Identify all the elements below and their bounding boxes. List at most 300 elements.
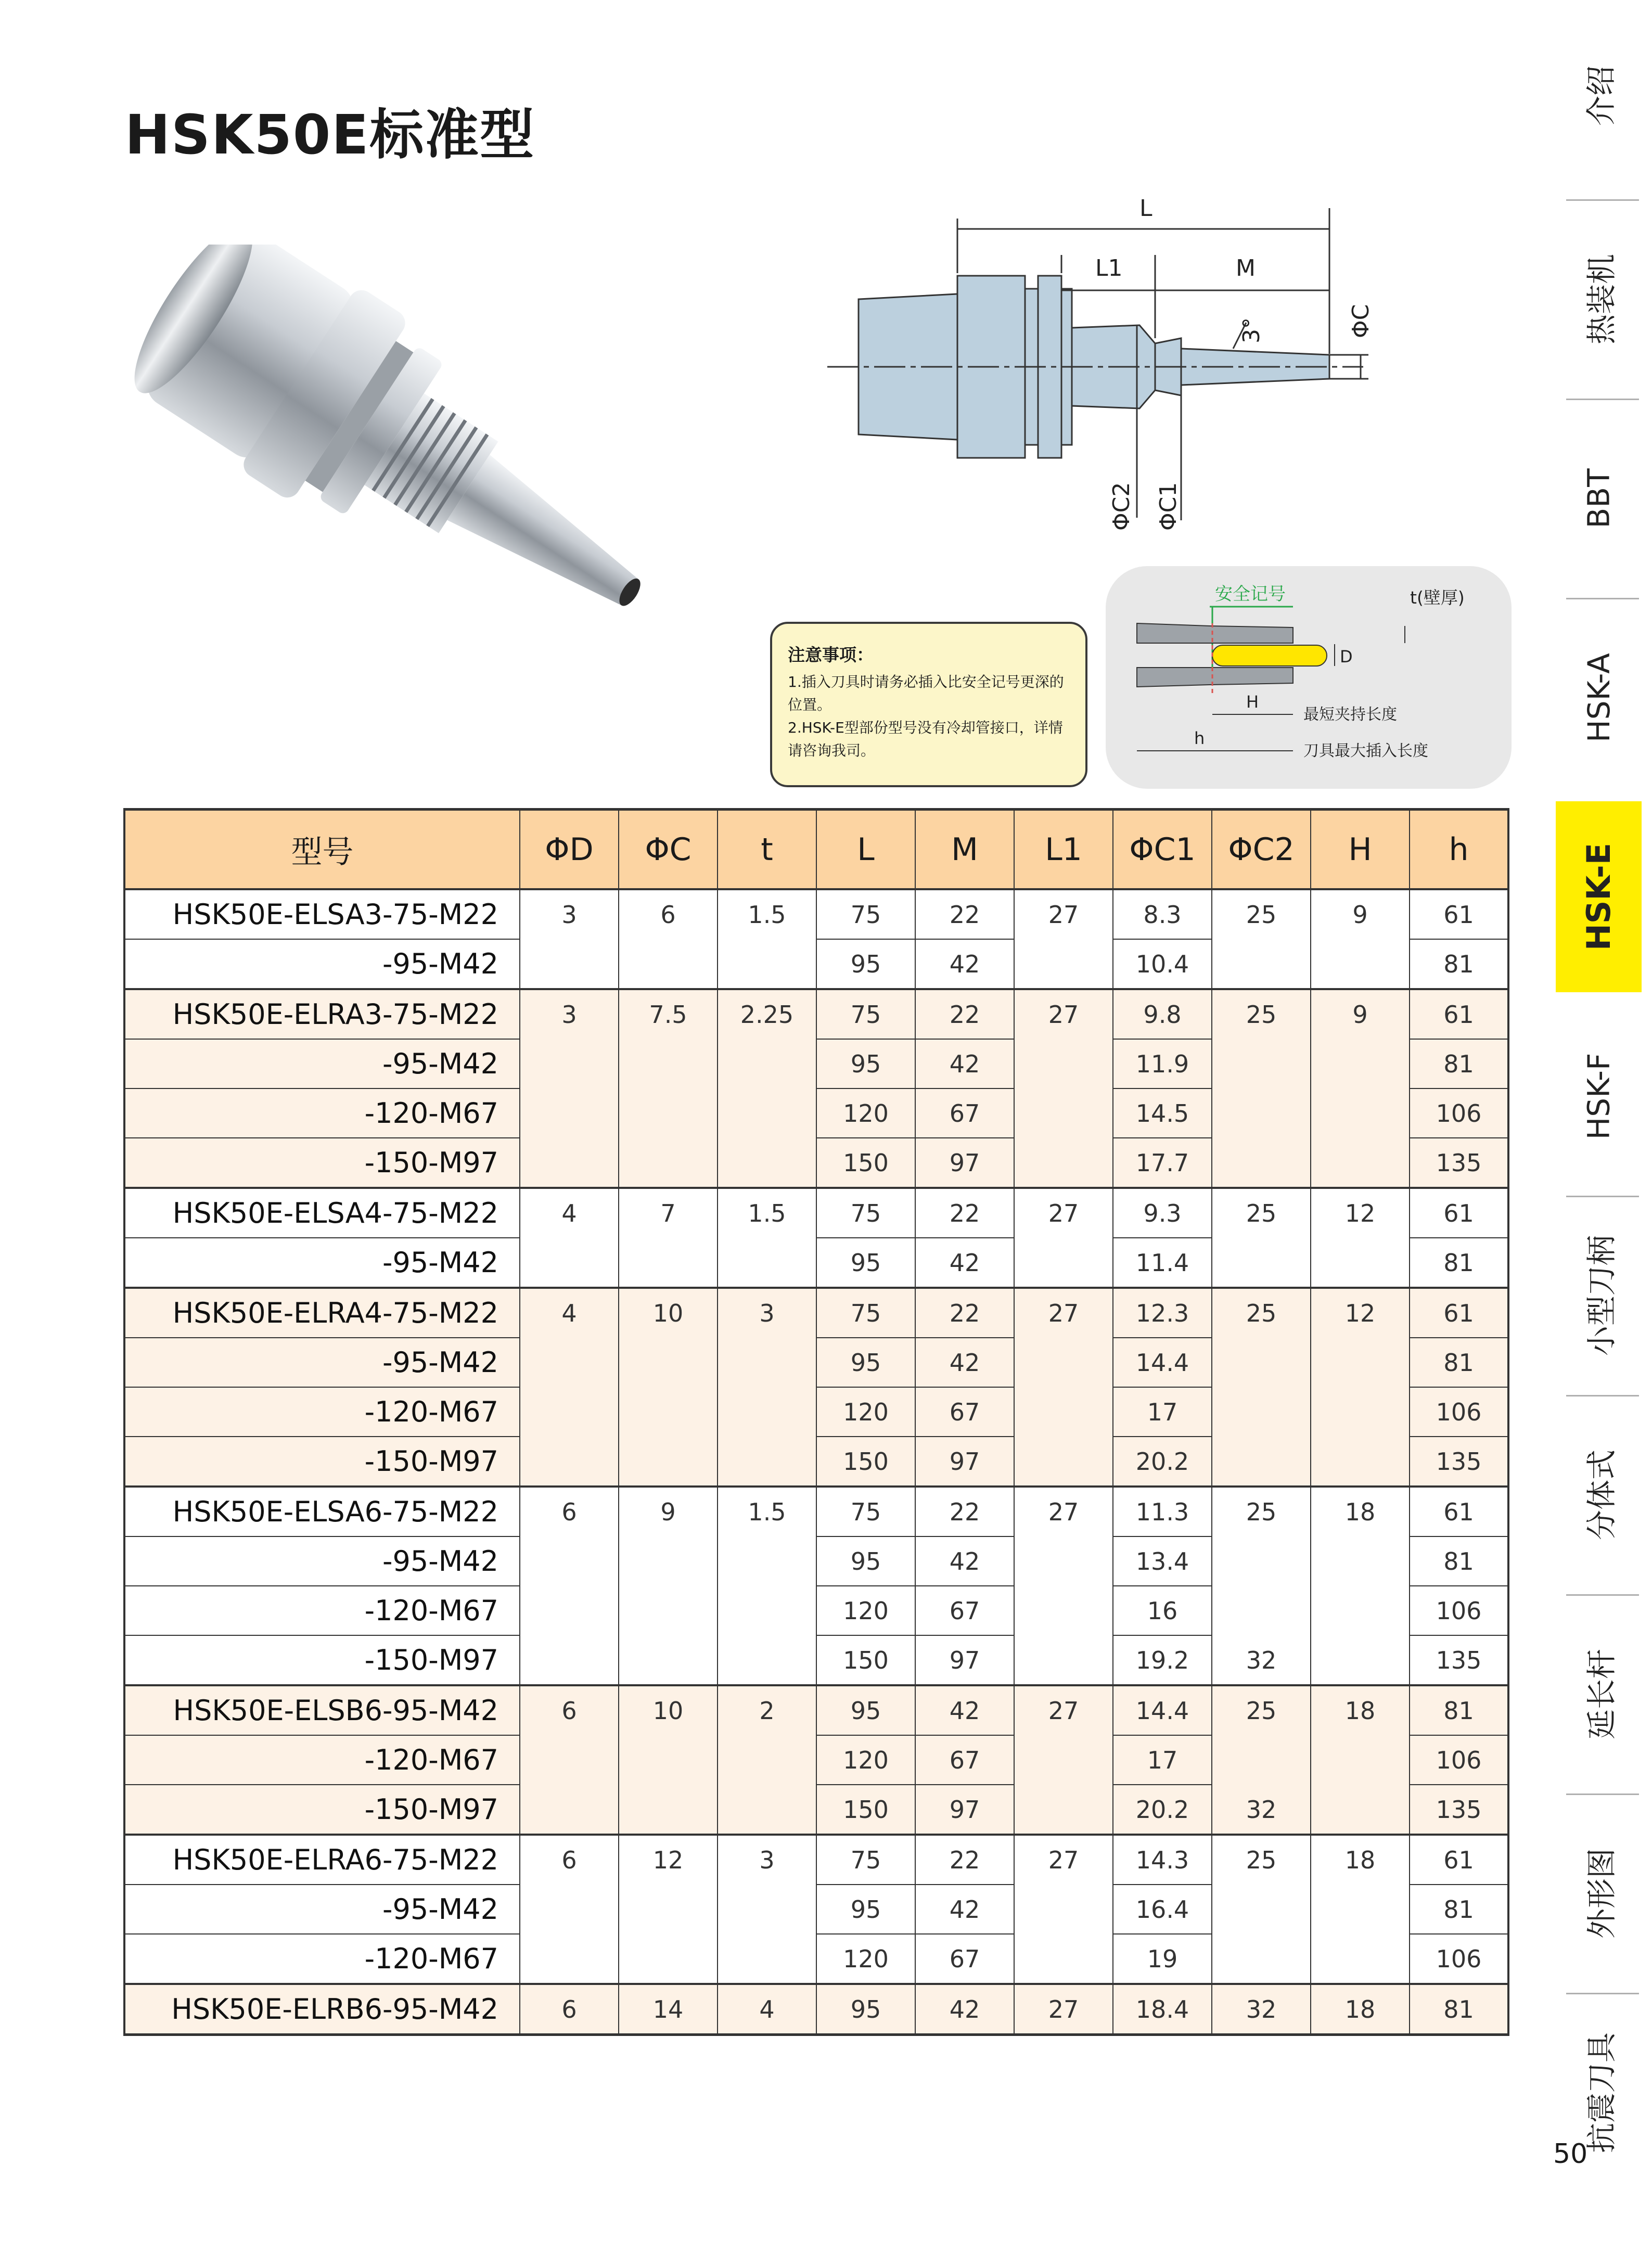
value-cell xyxy=(1014,1437,1113,1487)
value-cell: 67 xyxy=(915,1934,1014,1984)
value-cell xyxy=(718,1138,816,1188)
value-cell xyxy=(520,1635,619,1685)
value-cell: 42 xyxy=(915,1685,1014,1735)
spec-table xyxy=(123,808,1509,2036)
value-cell xyxy=(619,1387,718,1437)
value-cell: 6 xyxy=(619,889,718,939)
value-cell xyxy=(718,1387,816,1437)
model-cell: -120-M67 xyxy=(124,1735,520,1785)
product-photo xyxy=(120,245,765,702)
column-header: M xyxy=(915,810,1014,890)
value-cell xyxy=(1014,1785,1113,1835)
column-header: L xyxy=(816,810,915,890)
table-row xyxy=(124,1039,1508,1088)
model-cell: -95-M42 xyxy=(124,1338,520,1387)
nav-item-5[interactable] xyxy=(1556,1001,1642,1192)
value-cell xyxy=(1311,939,1410,989)
value-cell xyxy=(1311,1586,1410,1635)
value-cell xyxy=(1014,1536,1113,1586)
model-cell: -95-M42 xyxy=(124,1885,520,1934)
nav-item-label: 介绍 xyxy=(1583,65,1619,126)
value-cell: 22 xyxy=(915,889,1014,939)
value-cell: 61 xyxy=(1410,1835,1508,1885)
min-clamp-label: 最短夹持长度 xyxy=(1303,706,1397,724)
value-cell xyxy=(1311,1885,1410,1934)
value-cell xyxy=(718,1586,816,1635)
label-L: L xyxy=(1139,195,1152,222)
value-cell xyxy=(1014,1885,1113,1934)
value-cell: 81 xyxy=(1410,1338,1508,1387)
value-cell: 4 xyxy=(718,1984,816,2035)
value-cell: 27 xyxy=(1014,889,1113,939)
value-cell: 95 xyxy=(816,1039,915,1088)
value-cell: 10 xyxy=(619,1288,718,1338)
tool-shape xyxy=(1212,645,1327,666)
value-cell: 12 xyxy=(619,1835,718,1885)
value-cell xyxy=(1212,1536,1311,1586)
value-cell xyxy=(1212,1885,1311,1934)
value-cell xyxy=(1311,1785,1410,1835)
table-row xyxy=(124,1238,1508,1288)
value-cell xyxy=(520,1387,619,1437)
value-cell: 12 xyxy=(1311,1288,1410,1338)
table-body xyxy=(124,889,1508,2035)
value-cell: 25 xyxy=(1212,889,1311,939)
value-cell: 81 xyxy=(1410,1885,1508,1934)
value-cell xyxy=(520,1238,619,1288)
table-row xyxy=(124,1984,1508,2035)
value-cell: 32 xyxy=(1212,1635,1311,1685)
nav-item-2[interactable] xyxy=(1556,403,1642,594)
model-cell: -120-M67 xyxy=(124,1586,520,1635)
value-cell xyxy=(1014,1238,1113,1288)
value-cell: 95 xyxy=(816,1885,915,1934)
value-cell xyxy=(1212,1735,1311,1785)
value-cell xyxy=(520,1536,619,1586)
table-row xyxy=(124,1735,1508,1785)
value-cell xyxy=(1311,1387,1410,1437)
value-cell xyxy=(1014,1735,1113,1785)
value-cell: 2 xyxy=(718,1685,816,1735)
value-cell: 14.4 xyxy=(1113,1685,1212,1735)
value-cell xyxy=(718,1785,816,1835)
table-row xyxy=(124,1586,1508,1635)
nav-item-9[interactable] xyxy=(1556,1798,1642,1989)
value-cell: 6 xyxy=(520,1835,619,1885)
nav-divider xyxy=(1566,199,1639,201)
value-cell xyxy=(520,1785,619,1835)
nav-item-3[interactable] xyxy=(1556,602,1642,793)
dimension-drawing xyxy=(817,187,1441,546)
value-cell: 95 xyxy=(816,1338,915,1387)
label-L1: L1 xyxy=(1095,255,1123,281)
wall-label: t(壁厚) xyxy=(1410,587,1465,608)
max-insert-label: 刀具最大插入长度 xyxy=(1303,742,1428,760)
nav-divider xyxy=(1566,1395,1639,1397)
value-cell: 11.9 xyxy=(1113,1039,1212,1088)
value-cell: 13.4 xyxy=(1113,1536,1212,1586)
value-cell: 25 xyxy=(1212,1188,1311,1238)
value-cell xyxy=(718,939,816,989)
value-cell: 22 xyxy=(915,1188,1014,1238)
value-cell xyxy=(619,1536,718,1586)
value-cell: 3 xyxy=(520,889,619,939)
value-cell: 25 xyxy=(1212,1835,1311,1885)
value-cell: 106 xyxy=(1410,1387,1508,1437)
model-cell: HSK50E-ELRB6-95-M42 xyxy=(124,1984,520,2035)
nav-item-label: BBT xyxy=(1581,468,1617,529)
table-row xyxy=(124,1288,1508,1338)
column-header: h xyxy=(1410,810,1508,890)
value-cell: 67 xyxy=(915,1387,1014,1437)
value-cell xyxy=(619,1885,718,1934)
nav-item-label: HSK-E xyxy=(1580,842,1618,951)
value-cell xyxy=(1014,1138,1113,1188)
value-cell: 22 xyxy=(915,1835,1014,1885)
table-row xyxy=(124,1437,1508,1487)
value-cell: 135 xyxy=(1410,1138,1508,1188)
value-cell xyxy=(718,1338,816,1387)
value-cell: 3 xyxy=(718,1835,816,1885)
value-cell: 20.2 xyxy=(1113,1437,1212,1487)
value-cell xyxy=(1212,1387,1311,1437)
value-cell: 27 xyxy=(1014,1188,1113,1238)
model-cell: HSK50E-ELSB6-95-M42 xyxy=(124,1685,520,1735)
nav-divider xyxy=(1566,399,1639,400)
value-cell: 81 xyxy=(1410,1685,1508,1735)
value-cell: 32 xyxy=(1212,1984,1311,2035)
nav-item-label: 分体式 xyxy=(1583,1449,1619,1540)
page-number: 50 xyxy=(1553,2138,1588,2170)
value-cell: 18 xyxy=(1311,1984,1410,2035)
value-cell xyxy=(718,1088,816,1138)
value-cell: 120 xyxy=(816,1586,915,1635)
value-cell xyxy=(1212,1338,1311,1387)
label-phiC: ΦC xyxy=(1348,304,1374,338)
value-cell xyxy=(619,1088,718,1138)
table-row xyxy=(124,1387,1508,1437)
nav-divider xyxy=(1566,1993,1639,1994)
value-cell: 95 xyxy=(816,1238,915,1288)
value-cell: 97 xyxy=(915,1785,1014,1835)
value-cell xyxy=(1014,1338,1113,1387)
value-cell xyxy=(619,939,718,989)
value-cell xyxy=(718,1039,816,1088)
value-cell: 61 xyxy=(1410,1188,1508,1238)
label-phiC2: ΦC2 xyxy=(1108,482,1135,531)
value-cell xyxy=(718,1437,816,1487)
notes-line-1: 1.插入刀具时请务必插入比安全记号更深的位置。 xyxy=(788,673,1064,713)
table-row xyxy=(124,939,1508,989)
table-row xyxy=(124,1835,1508,1885)
value-cell: 3 xyxy=(520,989,619,1039)
value-cell xyxy=(619,1039,718,1088)
value-cell xyxy=(1311,1437,1410,1487)
value-cell xyxy=(1212,1238,1311,1288)
value-cell: 11.3 xyxy=(1113,1487,1212,1536)
nav-item-label: 延长杆 xyxy=(1583,1648,1619,1739)
value-cell xyxy=(718,1934,816,1984)
label-M: M xyxy=(1236,255,1256,281)
label-phiC1: ΦC1 xyxy=(1155,482,1182,531)
value-cell: 106 xyxy=(1410,1088,1508,1138)
model-cell: -120-M67 xyxy=(124,1934,520,1984)
value-cell: 17 xyxy=(1113,1387,1212,1437)
value-cell: 17.7 xyxy=(1113,1138,1212,1188)
value-cell xyxy=(1212,939,1311,989)
column-header: L1 xyxy=(1014,810,1113,890)
notes-box xyxy=(770,622,1087,787)
value-cell: 95 xyxy=(816,1984,915,2035)
value-cell: 9.3 xyxy=(1113,1188,1212,1238)
column-header: t xyxy=(718,810,816,890)
value-cell xyxy=(1311,1039,1410,1088)
value-cell: 25 xyxy=(1212,1288,1311,1338)
nav-item-6[interactable] xyxy=(1556,1200,1642,1391)
value-cell: 75 xyxy=(816,889,915,939)
value-cell xyxy=(619,1437,718,1487)
value-cell: 20.2 xyxy=(1113,1785,1212,1835)
value-cell: 95 xyxy=(816,1685,915,1735)
model-cell: HSK50E-ELSA4-75-M22 xyxy=(124,1188,520,1238)
table-row xyxy=(124,1138,1508,1188)
value-cell xyxy=(1311,1238,1410,1288)
value-cell: 81 xyxy=(1410,939,1508,989)
value-cell xyxy=(1014,1039,1113,1088)
value-cell: 16 xyxy=(1113,1586,1212,1635)
model-cell: HSK50E-ELRA3-75-M22 xyxy=(124,989,520,1039)
model-cell: -150-M97 xyxy=(124,1437,520,1487)
value-cell: 10.4 xyxy=(1113,939,1212,989)
value-cell: 22 xyxy=(915,989,1014,1039)
value-cell: 9.8 xyxy=(1113,989,1212,1039)
value-cell: 67 xyxy=(915,1735,1014,1785)
nav-item-label: 外形图 xyxy=(1583,1848,1619,1939)
value-cell: 18 xyxy=(1311,1685,1410,1735)
value-cell xyxy=(520,1138,619,1188)
nav-item-0[interactable] xyxy=(1556,0,1642,191)
value-cell xyxy=(1311,1338,1410,1387)
value-cell: 27 xyxy=(1014,1487,1113,1536)
value-cell: 120 xyxy=(816,1387,915,1437)
value-cell: 42 xyxy=(915,1238,1014,1288)
table-row xyxy=(124,1088,1508,1138)
model-cell: -95-M42 xyxy=(124,1238,520,1288)
value-cell xyxy=(520,1885,619,1934)
safety-mark-label: 安全记号 xyxy=(1215,584,1286,605)
column-header: H xyxy=(1311,810,1410,890)
value-cell xyxy=(619,1635,718,1685)
table-row xyxy=(124,1635,1508,1685)
model-cell: -150-M97 xyxy=(124,1635,520,1685)
value-cell: 135 xyxy=(1410,1785,1508,1835)
value-cell: 42 xyxy=(915,1984,1014,2035)
model-cell: HSK50E-ELSA3-75-M22 xyxy=(124,889,520,939)
value-cell: 6 xyxy=(520,1685,619,1735)
model-cell: -95-M42 xyxy=(124,1536,520,1586)
value-cell: 3 xyxy=(718,1288,816,1338)
value-cell: 95 xyxy=(816,1536,915,1586)
value-cell: 75 xyxy=(816,1487,915,1536)
notes-title: 注意事项： xyxy=(788,645,874,665)
value-cell: 10 xyxy=(619,1685,718,1735)
nav-item-1[interactable] xyxy=(1556,203,1642,394)
table-row xyxy=(124,1785,1508,1835)
value-cell xyxy=(1212,1138,1311,1188)
value-cell: 19.2 xyxy=(1113,1635,1212,1685)
value-cell xyxy=(1014,939,1113,989)
value-cell: 1.5 xyxy=(718,1188,816,1238)
value-cell xyxy=(718,1536,816,1586)
table-header-row xyxy=(124,810,1508,890)
nav-item-8[interactable] xyxy=(1556,1598,1642,1789)
value-cell: 42 xyxy=(915,939,1014,989)
value-cell: 106 xyxy=(1410,1735,1508,1785)
value-cell xyxy=(1212,1586,1311,1635)
value-cell: 67 xyxy=(915,1088,1014,1138)
nav-item-label: HSK-F xyxy=(1581,1053,1617,1139)
safety-diagram xyxy=(1106,566,1512,789)
value-cell xyxy=(520,1338,619,1387)
value-cell xyxy=(718,1885,816,1934)
value-cell: 1.5 xyxy=(718,1487,816,1536)
value-cell: 27 xyxy=(1014,1288,1113,1338)
value-cell: 61 xyxy=(1410,989,1508,1039)
value-cell: 12 xyxy=(1311,1188,1410,1238)
value-cell: 7.5 xyxy=(619,989,718,1039)
value-cell xyxy=(619,1238,718,1288)
table-row xyxy=(124,1685,1508,1735)
value-cell: 8.3 xyxy=(1113,889,1212,939)
value-cell xyxy=(1311,1536,1410,1586)
column-header: ΦC xyxy=(619,810,718,890)
value-cell xyxy=(718,1735,816,1785)
model-cell: HSK50E-ELSA6-75-M22 xyxy=(124,1487,520,1536)
value-cell: 18.4 xyxy=(1113,1984,1212,2035)
model-cell: -150-M97 xyxy=(124,1785,520,1835)
value-cell xyxy=(1014,1934,1113,1984)
value-cell: 9 xyxy=(1311,889,1410,939)
value-cell xyxy=(1311,1088,1410,1138)
value-cell: 25 xyxy=(1212,1487,1311,1536)
value-cell xyxy=(1311,1735,1410,1785)
value-cell: 27 xyxy=(1014,1835,1113,1885)
column-header: ΦD xyxy=(520,810,619,890)
value-cell: 32 xyxy=(1212,1785,1311,1835)
nav-item-4[interactable] xyxy=(1556,801,1642,992)
value-cell xyxy=(1212,1437,1311,1487)
value-cell: 25 xyxy=(1212,1685,1311,1735)
value-cell: 22 xyxy=(915,1288,1014,1338)
value-cell: 9 xyxy=(1311,989,1410,1039)
value-cell: 61 xyxy=(1410,1288,1508,1338)
value-cell: 14 xyxy=(619,1984,718,2035)
model-cell: -150-M97 xyxy=(124,1138,520,1188)
value-cell: 61 xyxy=(1410,889,1508,939)
h-label: h xyxy=(1194,728,1205,748)
table-row xyxy=(124,1536,1508,1586)
value-cell: 7 xyxy=(619,1188,718,1238)
model-cell: -120-M67 xyxy=(124,1088,520,1138)
value-cell: 25 xyxy=(1212,989,1311,1039)
label-angle: 3° xyxy=(1238,317,1265,343)
notes-line-2: 2.HSK-E型部份型号没有冷却管接口，详情请咨询我司。 xyxy=(788,719,1063,759)
value-cell: 14.4 xyxy=(1113,1338,1212,1387)
value-cell: 120 xyxy=(816,1735,915,1785)
value-cell: 1.5 xyxy=(718,889,816,939)
value-cell: 67 xyxy=(915,1586,1014,1635)
column-header: 型号 xyxy=(124,810,520,890)
column-header: ΦC1 xyxy=(1113,810,1212,890)
value-cell: 97 xyxy=(915,1138,1014,1188)
value-cell: 11.4 xyxy=(1113,1238,1212,1288)
value-cell xyxy=(1014,1586,1113,1635)
value-cell: 17 xyxy=(1113,1735,1212,1785)
value-cell xyxy=(619,1785,718,1835)
value-cell: 4 xyxy=(520,1288,619,1338)
value-cell xyxy=(1311,1138,1410,1188)
value-cell: 42 xyxy=(915,1039,1014,1088)
value-cell xyxy=(718,1635,816,1685)
value-cell: 6 xyxy=(520,1487,619,1536)
value-cell xyxy=(520,1586,619,1635)
nav-item-label: 小型刀柄 xyxy=(1583,1235,1619,1356)
model-cell: HSK50E-ELRA6-75-M22 xyxy=(124,1835,520,1885)
value-cell xyxy=(520,1437,619,1487)
nav-item-label: 抗震刀具 xyxy=(1583,2032,1619,2153)
value-cell: 120 xyxy=(816,1088,915,1138)
column-header: ΦC2 xyxy=(1212,810,1311,890)
value-cell: 9 xyxy=(619,1487,718,1536)
value-cell: 81 xyxy=(1410,1984,1508,2035)
value-cell: 106 xyxy=(1410,1934,1508,1984)
table-row xyxy=(124,889,1508,939)
value-cell: 75 xyxy=(816,1188,915,1238)
D-label: D xyxy=(1340,647,1353,667)
value-cell: 120 xyxy=(816,1934,915,1984)
value-cell xyxy=(1212,1934,1311,1984)
value-cell: 18 xyxy=(1311,1835,1410,1885)
nav-divider xyxy=(1566,598,1639,599)
value-cell xyxy=(1212,1088,1311,1138)
value-cell xyxy=(520,1934,619,1984)
value-cell: 42 xyxy=(915,1536,1014,1586)
value-cell xyxy=(1212,1039,1311,1088)
value-cell xyxy=(1311,1934,1410,1984)
value-cell: 75 xyxy=(816,989,915,1039)
nav-divider xyxy=(1566,1594,1639,1596)
nav-item-7[interactable] xyxy=(1556,1399,1642,1590)
table-row xyxy=(124,989,1508,1039)
value-cell: 12.3 xyxy=(1113,1288,1212,1338)
value-cell xyxy=(619,1934,718,1984)
value-cell: 42 xyxy=(915,1885,1014,1934)
value-cell xyxy=(520,939,619,989)
value-cell: 27 xyxy=(1014,1685,1113,1735)
value-cell xyxy=(619,1735,718,1785)
value-cell: 18 xyxy=(1311,1487,1410,1536)
value-cell: 150 xyxy=(816,1785,915,1835)
nav-item-label: HSK-A xyxy=(1581,652,1617,742)
safety-diagram-drawing xyxy=(1106,566,1512,789)
table-row xyxy=(124,1934,1508,1984)
value-cell: 95 xyxy=(816,939,915,989)
value-cell xyxy=(520,1039,619,1088)
table-row xyxy=(124,1338,1508,1387)
model-cell: -120-M67 xyxy=(124,1387,520,1437)
value-cell: 42 xyxy=(915,1338,1014,1387)
value-cell: 4 xyxy=(520,1188,619,1238)
